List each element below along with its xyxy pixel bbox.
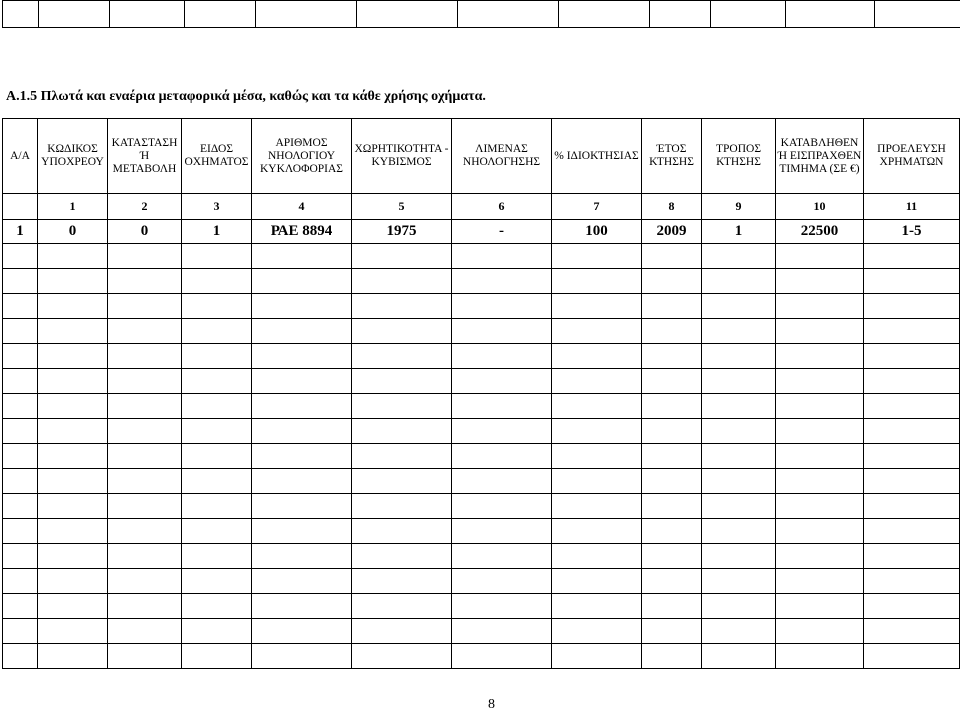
empty-cell	[776, 269, 864, 294]
empty-cell	[352, 569, 452, 594]
header-price-paid-received: ΚΑΤΑΒΛΗΘΕΝ Ή ΕΙΣΠΡΑΧΘΕΝ ΤΙΜΗΜΑ (ΣΕ €)	[776, 119, 864, 194]
empty-cell	[552, 569, 642, 594]
empty-cell	[3, 269, 38, 294]
empty-cell	[352, 519, 452, 544]
empty-cell	[776, 644, 864, 669]
empty-cell	[452, 444, 552, 469]
empty-cell	[352, 294, 452, 319]
empty-cell	[3, 469, 38, 494]
empty-cell	[3, 619, 38, 644]
top-cell	[875, 1, 960, 28]
empty-cell	[108, 294, 182, 319]
empty-cell	[38, 519, 108, 544]
empty-cell	[38, 569, 108, 594]
empty-cell	[182, 644, 252, 669]
empty-cell	[864, 544, 960, 569]
header-vehicle-type: ΕΙΔΟΣ ΟΧΗΜΑΤΟΣ	[182, 119, 252, 194]
empty-row	[3, 644, 960, 669]
empty-cell	[552, 494, 642, 519]
empty-cell	[38, 344, 108, 369]
empty-cell	[182, 469, 252, 494]
empty-row	[3, 569, 960, 594]
column-number: 4	[252, 194, 352, 220]
empty-cell	[182, 319, 252, 344]
empty-cell	[252, 519, 352, 544]
top-empty-table	[2, 0, 960, 28]
empty-cell	[352, 444, 452, 469]
empty-cell	[38, 269, 108, 294]
vehicles-table	[2, 118, 960, 669]
empty-cell	[452, 469, 552, 494]
empty-cell	[38, 319, 108, 344]
empty-cell	[864, 269, 960, 294]
empty-cell	[552, 269, 642, 294]
empty-cell	[642, 419, 702, 444]
empty-cell	[108, 244, 182, 269]
empty-cell	[702, 619, 776, 644]
empty-cell	[38, 294, 108, 319]
empty-cell	[252, 394, 352, 419]
cell-vehicle-type: 1	[182, 220, 252, 244]
empty-cell	[352, 244, 452, 269]
table-row	[3, 220, 960, 244]
empty-cell	[776, 469, 864, 494]
empty-cell	[642, 369, 702, 394]
column-number: 5	[352, 194, 452, 220]
empty-cell	[452, 494, 552, 519]
empty-cell	[3, 319, 38, 344]
empty-cell	[182, 519, 252, 544]
column-number: 7	[552, 194, 642, 220]
empty-cell	[108, 269, 182, 294]
top-cell	[458, 1, 559, 28]
empty-cell	[38, 644, 108, 669]
empty-cell	[864, 369, 960, 394]
empty-cell	[108, 544, 182, 569]
empty-cell	[252, 469, 352, 494]
empty-cell	[702, 369, 776, 394]
empty-cell	[776, 319, 864, 344]
empty-cell	[252, 644, 352, 669]
empty-row	[3, 319, 960, 344]
empty-cell	[552, 594, 642, 619]
empty-cell	[552, 244, 642, 269]
empty-cell	[864, 419, 960, 444]
empty-cell	[702, 569, 776, 594]
top-cell	[786, 1, 875, 28]
empty-cell	[776, 419, 864, 444]
empty-cell	[552, 644, 642, 669]
empty-row	[3, 494, 960, 519]
header-status-or-change: ΚΑΤΑΣΤΑΣΗ Ή ΜΕΤΑΒΟΛΗ	[108, 119, 182, 194]
cell-capacity-displacement: 1975	[352, 220, 452, 244]
empty-cell	[252, 544, 352, 569]
empty-cell	[108, 344, 182, 369]
empty-cell	[452, 594, 552, 619]
empty-cell	[108, 319, 182, 344]
empty-row	[3, 244, 960, 269]
empty-cell	[3, 519, 38, 544]
column-number-row	[3, 194, 960, 220]
empty-cell	[3, 494, 38, 519]
cell-price-paid-received: 22500	[776, 220, 864, 244]
empty-cell	[252, 419, 352, 444]
empty-cell	[864, 444, 960, 469]
empty-cell	[776, 594, 864, 619]
empty-cell	[552, 444, 642, 469]
empty-cell	[642, 519, 702, 544]
top-cell	[559, 1, 650, 28]
empty-cell	[3, 569, 38, 594]
empty-cell	[864, 344, 960, 369]
empty-cell	[3, 544, 38, 569]
section-title: Α.1.5 Πλωτά και εναέρια μεταφορικά μέσα, καθώς και τα κάθε χρήσης οχήματα.	[6, 89, 486, 104]
empty-cell	[642, 269, 702, 294]
empty-cell	[252, 294, 352, 319]
empty-cell	[864, 519, 960, 544]
empty-cell	[452, 244, 552, 269]
empty-cell	[3, 344, 38, 369]
top-cell	[3, 1, 39, 28]
empty-cell	[552, 619, 642, 644]
empty-cell	[3, 394, 38, 419]
empty-cell	[642, 294, 702, 319]
empty-cell	[702, 469, 776, 494]
empty-row	[3, 369, 960, 394]
empty-cell	[452, 369, 552, 394]
cell-registry-port: -	[452, 220, 552, 244]
empty-cell	[352, 394, 452, 419]
empty-cell	[38, 369, 108, 394]
empty-cell	[452, 569, 552, 594]
empty-cell	[702, 644, 776, 669]
empty-row	[3, 269, 960, 294]
empty-cell	[552, 294, 642, 319]
empty-row	[3, 394, 960, 419]
empty-cell	[642, 469, 702, 494]
empty-cell	[252, 269, 352, 294]
empty-cell	[108, 519, 182, 544]
empty-cell	[642, 569, 702, 594]
empty-cell	[776, 444, 864, 469]
header-serial: Α/Α	[3, 119, 38, 194]
empty-cell	[552, 469, 642, 494]
empty-cell	[702, 269, 776, 294]
empty-cell	[352, 494, 452, 519]
header-ownership-percent: % ΙΔΙΟΚΤΗΣΙΑΣ	[552, 119, 642, 194]
empty-cell	[642, 394, 702, 419]
empty-cell	[702, 294, 776, 319]
empty-cell	[452, 419, 552, 444]
empty-cell	[702, 494, 776, 519]
empty-cell	[864, 469, 960, 494]
empty-cell	[38, 494, 108, 519]
empty-cell	[776, 569, 864, 594]
empty-row	[3, 294, 960, 319]
empty-row	[3, 594, 960, 619]
column-number-blank	[3, 194, 38, 220]
empty-cell	[552, 344, 642, 369]
empty-cell	[452, 644, 552, 669]
empty-cell	[776, 244, 864, 269]
empty-cell	[352, 544, 452, 569]
page-number: 8	[488, 697, 495, 712]
cell-status-or-change: 0	[108, 220, 182, 244]
empty-row	[3, 419, 960, 444]
empty-cell	[642, 494, 702, 519]
empty-cell	[38, 444, 108, 469]
empty-cell	[3, 644, 38, 669]
empty-cell	[108, 444, 182, 469]
empty-cell	[38, 544, 108, 569]
empty-cell	[552, 519, 642, 544]
empty-cell	[552, 419, 642, 444]
empty-cell	[108, 569, 182, 594]
empty-cell	[38, 394, 108, 419]
empty-cell	[182, 244, 252, 269]
empty-row	[3, 544, 960, 569]
empty-cell	[108, 394, 182, 419]
empty-cell	[864, 319, 960, 344]
empty-row	[3, 619, 960, 644]
empty-cell	[452, 269, 552, 294]
empty-cell	[702, 394, 776, 419]
empty-cell	[642, 244, 702, 269]
header-row	[3, 119, 960, 194]
empty-cell	[642, 544, 702, 569]
column-number: 6	[452, 194, 552, 220]
empty-cell	[182, 269, 252, 294]
empty-cell	[182, 594, 252, 619]
empty-cell	[452, 619, 552, 644]
empty-cell	[3, 244, 38, 269]
empty-cell	[702, 594, 776, 619]
top-empty-row	[3, 1, 960, 28]
column-number: 11	[864, 194, 960, 220]
empty-cell	[252, 319, 352, 344]
top-cell	[357, 1, 458, 28]
empty-cell	[864, 619, 960, 644]
empty-cell	[252, 494, 352, 519]
empty-cell	[182, 569, 252, 594]
empty-cell	[452, 344, 552, 369]
empty-cell	[108, 594, 182, 619]
empty-cell	[182, 619, 252, 644]
empty-cell	[864, 294, 960, 319]
empty-cell	[702, 444, 776, 469]
empty-cell	[642, 444, 702, 469]
empty-cell	[352, 619, 452, 644]
empty-cell	[352, 419, 452, 444]
empty-cell	[38, 244, 108, 269]
empty-cell	[864, 494, 960, 519]
cell-acquisition-year: 2009	[642, 220, 702, 244]
empty-cell	[108, 469, 182, 494]
empty-cell	[452, 544, 552, 569]
empty-cell	[108, 419, 182, 444]
empty-cell	[38, 469, 108, 494]
empty-row	[3, 444, 960, 469]
empty-cell	[3, 369, 38, 394]
header-registration-number: ΑΡΙΘΜΟΣ ΝΗΟΛΟΓΙΟΥ ΚΥΚΛΟΦΟΡΙΑΣ	[252, 119, 352, 194]
empty-row	[3, 519, 960, 544]
empty-cell	[352, 644, 452, 669]
empty-row	[3, 469, 960, 494]
cell-ownership-percent: 100	[552, 220, 642, 244]
empty-cell	[702, 244, 776, 269]
empty-cell	[182, 444, 252, 469]
empty-cell	[182, 344, 252, 369]
empty-cell	[352, 269, 452, 294]
column-number: 9	[702, 194, 776, 220]
empty-cell	[776, 619, 864, 644]
empty-cell	[108, 369, 182, 394]
empty-cell	[776, 494, 864, 519]
empty-cell	[182, 394, 252, 419]
empty-cell	[552, 369, 642, 394]
empty-cell	[352, 319, 452, 344]
column-number: 1	[38, 194, 108, 220]
empty-cell	[352, 344, 452, 369]
empty-cell	[108, 644, 182, 669]
empty-cell	[38, 419, 108, 444]
empty-cell	[776, 544, 864, 569]
column-number: 3	[182, 194, 252, 220]
empty-cell	[252, 244, 352, 269]
empty-cell	[3, 294, 38, 319]
empty-cell	[182, 294, 252, 319]
empty-cell	[182, 494, 252, 519]
cell-obligor-code: 0	[38, 220, 108, 244]
cell-money-origin: 1-5	[864, 220, 960, 244]
empty-cell	[252, 344, 352, 369]
cell-acquisition-method: 1	[702, 220, 776, 244]
empty-cell	[642, 344, 702, 369]
empty-cell	[642, 319, 702, 344]
column-number: 8	[642, 194, 702, 220]
empty-cell	[3, 444, 38, 469]
empty-cell	[182, 369, 252, 394]
empty-cell	[776, 294, 864, 319]
header-registry-port: ΛΙΜΕΝΑΣ ΝΗΟΛΟΓΗΣΗΣ	[452, 119, 552, 194]
empty-cell	[108, 619, 182, 644]
top-cell	[711, 1, 786, 28]
empty-cell	[452, 519, 552, 544]
empty-cell	[864, 244, 960, 269]
empty-row	[3, 344, 960, 369]
empty-cell	[776, 344, 864, 369]
empty-cell	[452, 319, 552, 344]
empty-cell	[552, 544, 642, 569]
empty-cell	[776, 369, 864, 394]
header-acquisition-year: ΈΤΟΣ ΚΤΗΣΗΣ	[642, 119, 702, 194]
empty-cell	[252, 569, 352, 594]
empty-cell	[864, 394, 960, 419]
top-cell	[185, 1, 256, 28]
empty-cell	[702, 544, 776, 569]
column-number: 2	[108, 194, 182, 220]
header-capacity-displacement: ΧΩΡΗΤΙΚΟΤΗΤΑ - ΚΥΒΙΣΜΟΣ	[352, 119, 452, 194]
column-number: 10	[776, 194, 864, 220]
empty-cell	[3, 419, 38, 444]
top-cell	[256, 1, 357, 28]
empty-cell	[252, 594, 352, 619]
cell-serial: 1	[3, 220, 38, 244]
header-obligor-code: ΚΩΔΙΚΟΣ ΥΠΟΧΡΕΟΥ	[38, 119, 108, 194]
header-acquisition-method: ΤΡΟΠΟΣ ΚΤΗΣΗΣ	[702, 119, 776, 194]
empty-cell	[108, 494, 182, 519]
empty-cell	[182, 544, 252, 569]
empty-cell	[864, 594, 960, 619]
empty-cell	[352, 594, 452, 619]
top-cell	[110, 1, 185, 28]
cell-registration-number: ΡΑΕ 8894	[252, 220, 352, 244]
empty-cell	[452, 294, 552, 319]
empty-cell	[702, 319, 776, 344]
empty-cell	[702, 419, 776, 444]
empty-cell	[864, 569, 960, 594]
empty-cell	[252, 619, 352, 644]
empty-cell	[864, 644, 960, 669]
empty-cell	[776, 519, 864, 544]
empty-cell	[352, 369, 452, 394]
empty-cell	[702, 519, 776, 544]
empty-cell	[702, 344, 776, 369]
empty-cell	[642, 619, 702, 644]
empty-cell	[182, 419, 252, 444]
header-money-origin: ΠΡΟΕΛΕΥΣΗ ΧΡΗΜΑΤΩΝ	[864, 119, 960, 194]
top-cell	[650, 1, 711, 28]
empty-cell	[352, 469, 452, 494]
empty-cell	[552, 319, 642, 344]
empty-cell	[252, 369, 352, 394]
top-cell	[39, 1, 110, 28]
empty-cell	[38, 619, 108, 644]
empty-cell	[642, 594, 702, 619]
empty-cell	[3, 594, 38, 619]
empty-cell	[38, 594, 108, 619]
empty-cell	[642, 644, 702, 669]
empty-cell	[452, 394, 552, 419]
empty-cell	[252, 444, 352, 469]
empty-cell	[776, 394, 864, 419]
empty-cell	[552, 394, 642, 419]
